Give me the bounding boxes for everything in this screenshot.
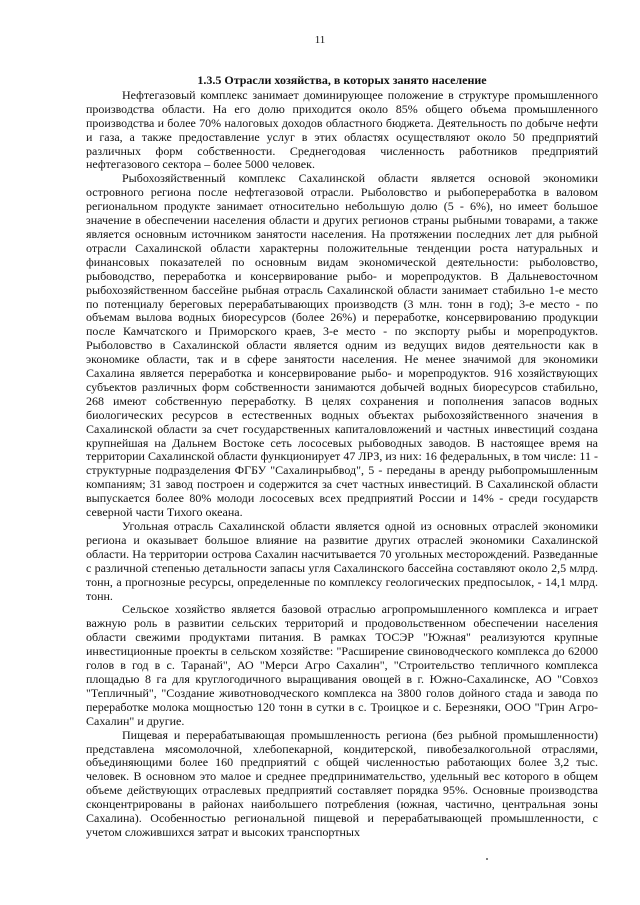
section-title: 1.3.5 Отрасли хозяйства, в которых занято население bbox=[197, 73, 487, 87]
document-body bbox=[86, 74, 598, 840]
paragraph-agriculture: Сельское хозяйство является базовой отраслью агропромышленного комплекса и играет важную роль в развитии сельских территорий и продовольственном обеспечении населения области свежими продуктами питания. В рамках ТОСЭР "Южная" реализуются крупные инвестиционные проекты в сельском хозяйстве: "Расширение свиноводческого комплекса до 62000 голов в год в с. Таранай", АО "Мерси Агро Сахалин", "Строительство тепличного комплекса площадью 8 га для круглогодичного выращивания овощей в г. Южно-Сахалинске, АО "Совхоз "Тепличный", "Создание животноводческого комплекса на 3800 голов дойного стада и завода по переработке молока мощностью 120 тонн в сутки в с. Троицкое и с. Березняки, ООО "Грин Агро-Сахалин" и другие. bbox=[86, 602, 598, 728]
scan-speck bbox=[486, 858, 488, 860]
paragraph-fishery: Рыбохозяйственный комплекс Сахалинской области является основой экономики островного региона после нефтегазовой отрасли. Рыболовство и рыбопереработка в валовом региональном продукте занимает относительно небольшую долю (5 - 6%), но имеет большое значение в обеспечении населения области и других регионов страны рыбными товарами, а также является основным источником занятости населения. На протяжении последних лет для рыбной отрасли Сахалинской области характерны положительные тенденции роста натуральных и финансовых показателей по основным видам экономической деятельности: рыболовство, рыбоводство, переработка и консервирование рыбо- и морепродуктов. В Дальневосточном рыбохозяйственном бассейне рыбная отрасль Сахалинской области занимает стабильно 1-е место по потенциалу береговых перерабатывающих производств (3 млн. тонн в год); 3-е место - по объемам вылова водных биоресурсов (более 26%) и переработке, консервированию продукции после Камчатского и Приморского краев, 3-е место - по экспорту рыбы и морепродуктов. Рыболовство в Сахалинской области является одним из ведущих видов деятельности как в экономике области, так и в сфере занятости населения. Не менее значимой для экономики Сахалина является переработка и консервирование рыбо- и морепродуктов. 916 хозяйствующих субъектов различных форм собственности занимаются добычей водных биоресурсов стабильно, 268 имеют собственную переработку. В целях сохранения и пополнения запасов водных биологических ресурсов в естественных водных объектах рыбохозяйственного значения в Сахалинской области за счет государственных капиталовложений и частных инвестиций создана крупнейшая на Дальнем Востоке сеть лососевых рыбоводных заводов. В настоящее время на территории Сахалинской области функционирует 47 ЛРЗ, из них: 16 федеральных, в том числе: 11 - структурные подразделения ФГБУ "Сахалинрыбвод", 5 - переданы в аренду рыбопромышленным компаниям; 31 завод построен и содержится за счет частных инвестиций. В Сахалинской области выпускается более 80% молоди лососевых всех предприятий России и 14% - среди государств северной части Тихого океана. bbox=[86, 171, 598, 520]
paragraph-coal: Угольная отрасль Сахалинской области является одной из основных отраслей экономики региона и оказывает большое влияние на развитие других отраслей экономики Сахалинской области. На территории острова Сахалин насчитывается 70 угольных месторождений. Разведанные с различной степенью детальности запасы угля Сахалинского бассейна составляют около 2,5 млрд. тонн, а прогнозные ресурсы, определенные по комплексу геологических предпосылок, - 14,1 млрд. тонн. bbox=[86, 519, 598, 603]
paragraph-oil-gas: Нефтегазовый комплекс занимает доминирующее положение в структуре промышленного производства области. На его долю приходится около 85% общего объема промышленного производства и более 70% налоговых доходов областного бюджета. Деятельность по добыче нефти и газа, а также предоставление услуг в этих областях осуществляют около 50 предприятий различных форм собственности. Среднегодовая численность работников предприятий нефтегазового сектора – более 5000 человек. bbox=[86, 87, 598, 172]
paragraph-food-industry: Пищевая и перерабатывающая промышленность региона (без рыбной промышленности) представлена мясомолочной, хлебопекарной, кондитерской, пивобезалкогольной отраслями, объединяющими более 160 предприятий с общей численностью работающих более 3,2 тыс. человек. В основном это малое и среднее предпринимательство, удельный вес которого в общем объеме действующих отраслевых предприятий составляет порядка 95%. Основные производства сконцентрированы в районах наибольшего потребления (южная, частично, центральная зоны Сахалина). Особенностью региональной пищевой и перерабатывающей промышленности, с учетом сложившихся затрат и высоких транспортных bbox=[86, 727, 598, 839]
page-number: 11 bbox=[314, 34, 326, 46]
